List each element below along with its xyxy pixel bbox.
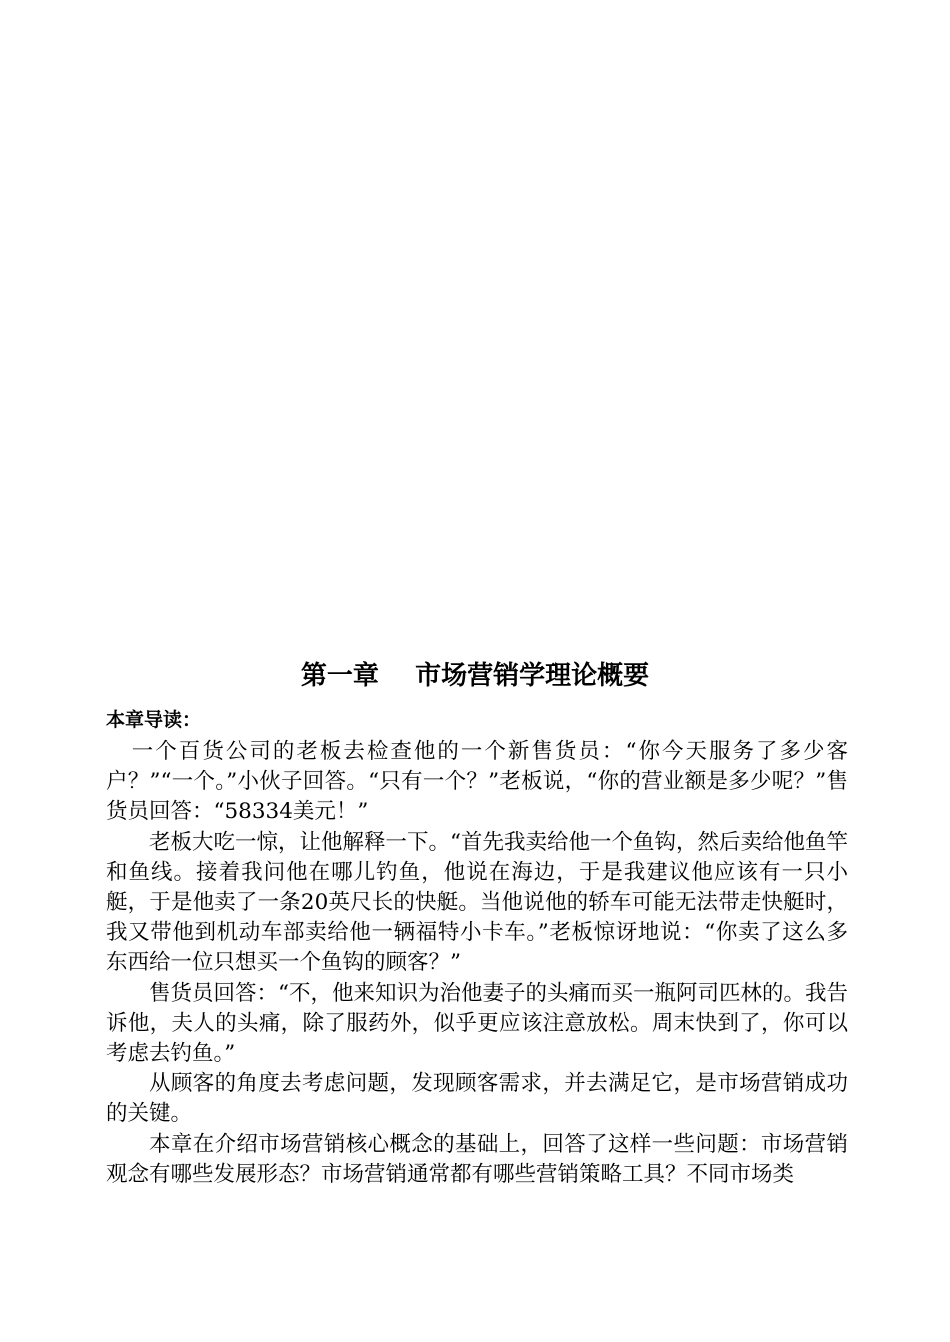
- paragraph: 老板大吃一惊，让他解释一下。“首先我卖给他一个鱼钩，然后卖给他鱼竿和鱼线。接着我问他在哪儿钓鱼，他说在海边，于是我建议他应该有一只小艇，于是他卖了一条20英尺长的快艇。当他说他的轿车可能无法带走快艇时，我又带他到机动车部卖给他一辆福特小卡车。”老板惊讶地说：“你卖了这么多东西给一位只想买一个鱼钩的顾客？”: [106, 829, 848, 976]
- section-label: 本章导读：: [106, 709, 202, 731]
- paragraph: 一个百货公司的老板去检查他的一个新售货员：“你今天服务了多少客户？”“一个。”小伙子回答。“只有一个？”老板说，“你的营业额是多少呢？”售货员回答：“58334美元！”: [106, 739, 848, 825]
- paragraph: 从顾客的角度去考虑问题，发现顾客需求，并去满足它，是市场营销成功的关键。: [106, 1071, 848, 1127]
- paragraph: 售货员回答：“不，他来知识为治他妻子的头痛而买一瓶阿司匹林的。我告诉他，夫人的头痛，除了服药外，似乎更应该注意放松。周末快到了，你可以考虑去钓鱼。”: [106, 980, 848, 1067]
- chapter-intro: [106, 707, 848, 1190]
- paragraph: 本章在介绍市场营销核心概念的基础上，回答了这样一些问题：市场营销观念有哪些发展形态？市场营销通常都有哪些营销策略工具？不同市场类: [106, 1131, 848, 1187]
- chapter-title: 第一章 市场营销学理论概要: [300, 661, 650, 691]
